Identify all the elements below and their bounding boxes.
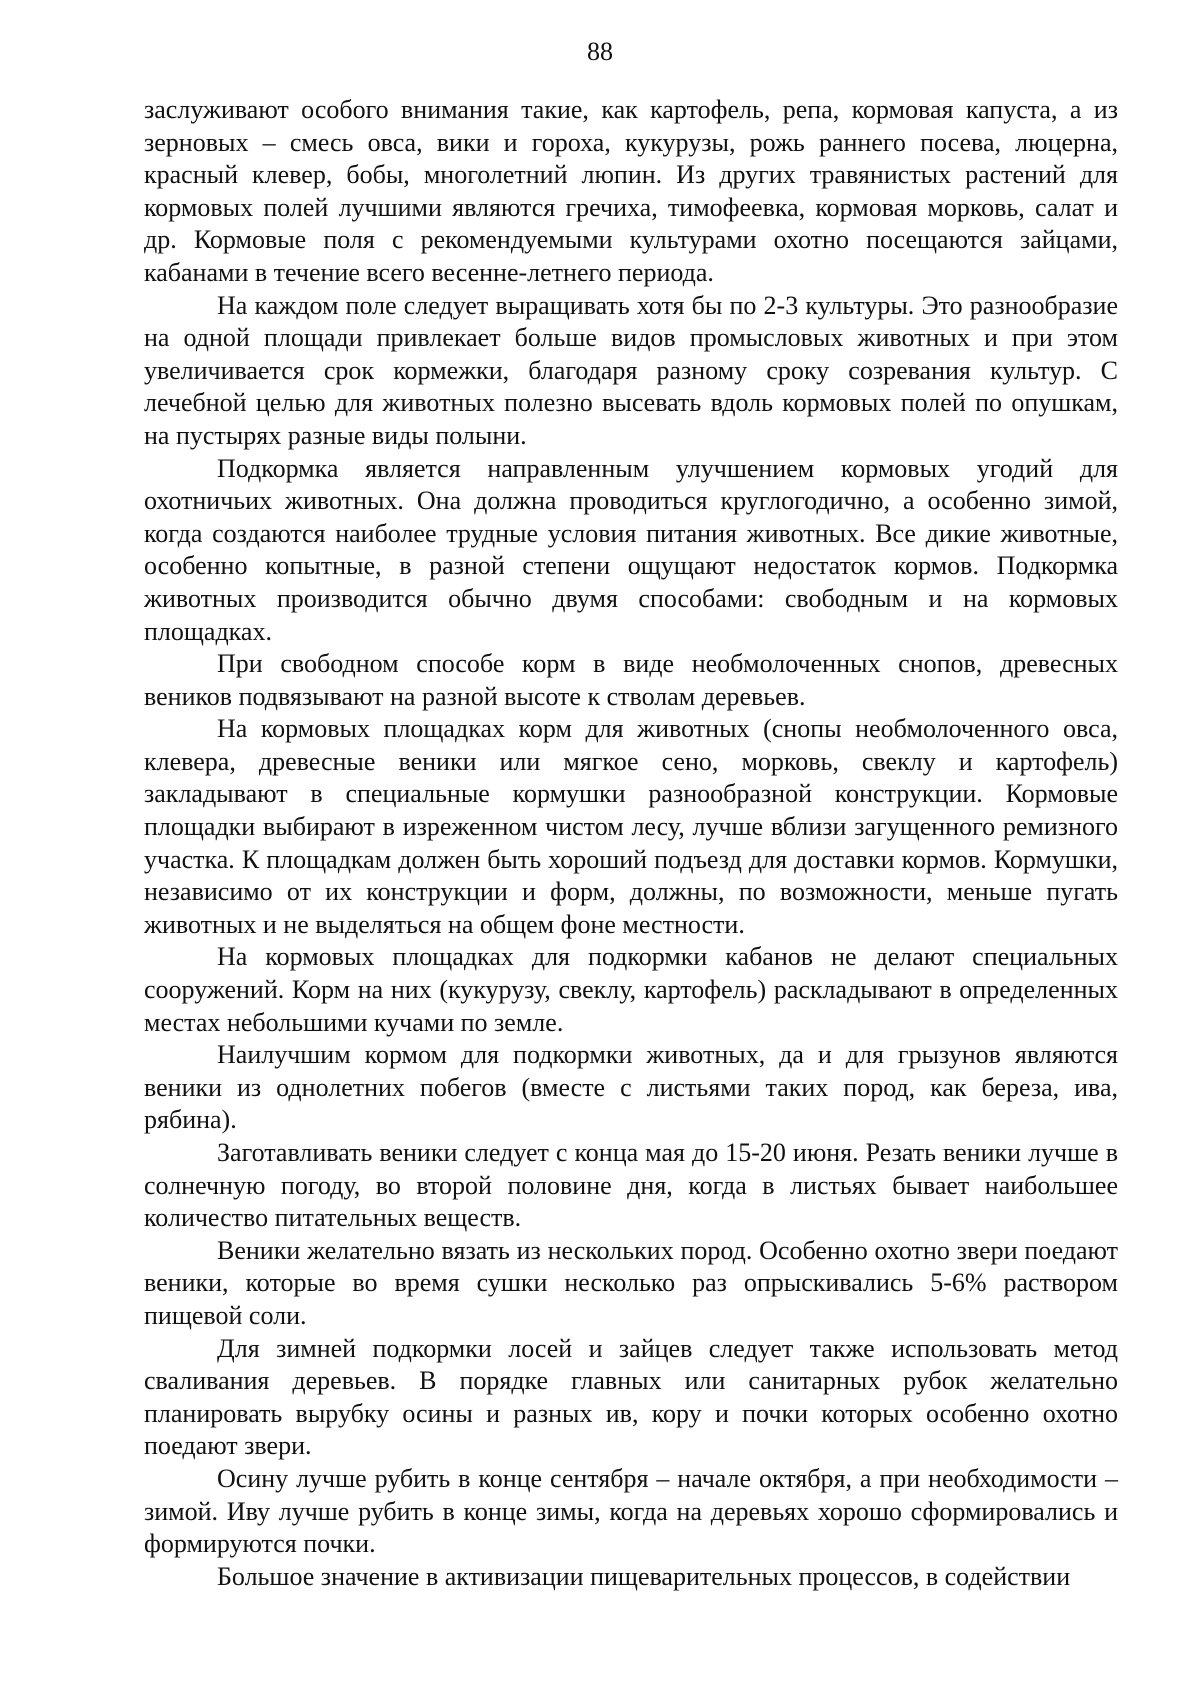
paragraph-2: На каждом поле следует выращивать хотя бы по 2-3 культуры. Это разнообразие на одной площади привлекает больше видов промысловых животных и при этом увеличивается срок кормежки, благодаря разному сроку созревания культур. С лечебной целью для животных полезно высевать вдоль кормовых полей по опушкам, на пустырях разные виды полыни. (144, 290, 1118, 450)
paragraph-5: На кормовых площадках корм для животных (снопы необмолоченного овса, клевера, древесные веники или мягкое сено, морковь, свеклу и картофель) закладывают в специальные кормушки разнообразной конструкции. Кормовые площадки выбирают в изреженном чистом лесу, лучше вблизи загущенного ремизного участка. К площадкам должен быть хороший подъезд для доставки кормов. Кормушки, независимо от их конструкции и форм, должны, по возможности, меньше пугать животных и не выделяться на общем фоне местности. (144, 714, 1118, 939)
paragraph-6: На кормовых площадках для подкормки кабанов не делают специальных сооружений. Корм на них (кукурузу, свеклу, картофель) раскладывают в определенных местах небольшими кучами по земле. (144, 942, 1118, 1037)
paragraph-9: Веники желательно вязать из нескольких пород. Особенно охотно звери поедают веники, которые во время сушки несколько раз опрыскивались 5-6% раствором пищевой соли. (144, 1235, 1118, 1330)
paragraph-11: Осину лучше рубить в конце сентября – начале октября, а при необходимости – зимой. Иву лучше рубить в конце зимы, когда на деревьях хорошо сформировались и формируются почки. (144, 1463, 1118, 1559)
paragraph-7: Наилучшим кормом для подкормки животных, да и для грызунов являются веники из однолетних побегов (вместе с листьями таких пород, как береза, ива, рябина). (144, 1040, 1118, 1135)
paragraph-1: заслуживают особого внимания такие, как картофель, репа, кормовая капуста, а из зерновых – смесь овса, вики и гороха, кукурузы, рожь раннего посева, люцерна, красный клевер, бобы, многолетний люпин. Из других травянистых растений для кормовых полей лучшими являются гречиха, тимофеевка, кормовая морковь, салат и др. Кормовые поля с рекомендуемыми культурами охотно посещаются зайцами, кабанами в течение всего весенне-летнего периода. (144, 95, 1118, 287)
paragraph-8: Заготавливать веники следует с конца мая до 15-20 июня. Резать веники лучше в солнечную погоду, во второй половине дня, когда в листьях бывает наибольшее количество питательных веществ. (144, 1138, 1118, 1233)
paragraph-3: Подкормка является направленным улучшением кормовых угодий для охотничьих животных. Она должна проводиться круглогодично, а особенно зимой, когда создаются наиболее трудные условия питания животных. Все дикие животные, особенно копытные, в разной степени ощущают недостаток кормов. Подкормка животных производится обычно двумя способами: свободным и на кормовых площадках. (144, 453, 1118, 646)
page-body (144, 94, 1118, 1593)
paragraph-12: Большое значение в активизации пищеварительных процессов, в содействии (217, 1561, 1071, 1591)
page-number: 88 (587, 37, 613, 66)
paragraph-10: Для зимней подкормки лосей и зайцев следует также использовать метод сваливания деревьев. В порядке главных или санитарных рубок желательно планировать вырубку осины и разных ив, кору и почки которых особенно охотно поедают звери. (144, 1333, 1118, 1461)
paragraph-4: При свободном способе корм в виде необмолоченных снопов, древесных веников подвязывают на разной высоте к стволам деревьев. (144, 649, 1118, 711)
